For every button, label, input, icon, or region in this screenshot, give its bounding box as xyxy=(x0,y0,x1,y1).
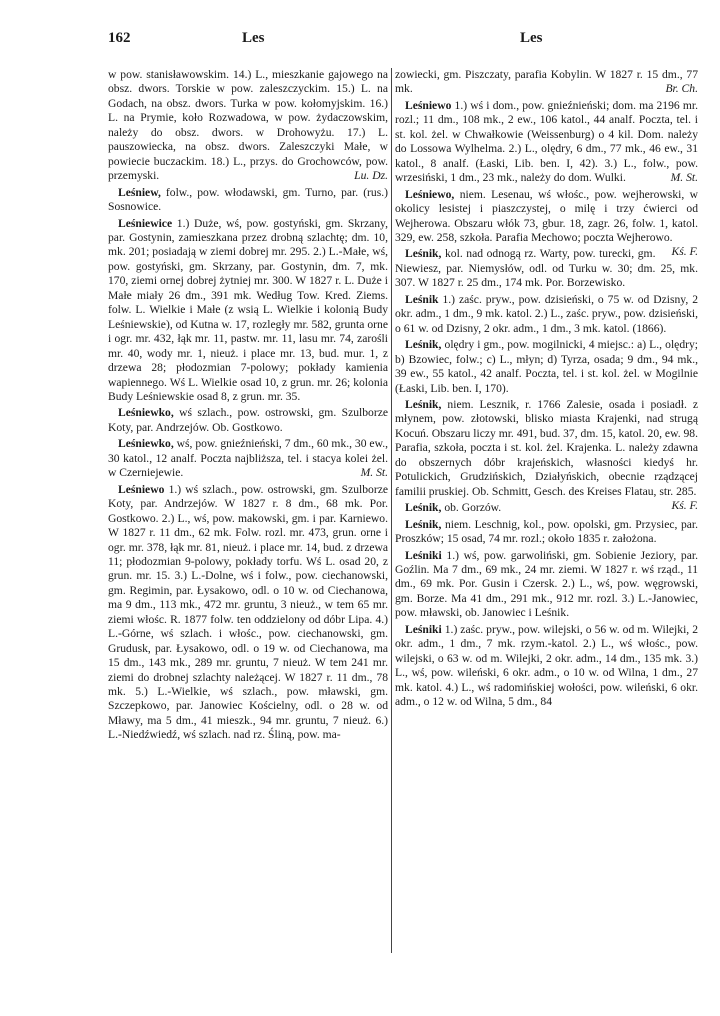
dictionary-entry xyxy=(108,437,388,480)
entry-headword: Leśnik, xyxy=(405,338,442,352)
entry-headword: Leśniki xyxy=(405,622,442,636)
dictionary-entry xyxy=(395,501,698,515)
entry-headword: Leśnik, xyxy=(405,397,442,411)
dictionary-entry xyxy=(395,247,698,290)
running-head-right: Les xyxy=(520,30,543,46)
entry-text: niem. Leschnig, kol., pow. opolski, gm. Przysiec, par. Proszków; 15 osad, 74 mr. rozl.; około 1835 r. założona. xyxy=(395,517,698,546)
entry-headword: Leśniew, xyxy=(118,185,161,199)
entry-text: 1.) wś szlach., pow. ostrowski, gm. Szulborze Koty, par. Andrzejów. W 1827 r. 8 dm., 68 mk. Por. Gostkowo. 2.) L., wś, pow. makowski, gm. i par. Karniewo. W 1827 r. 11 dm., 62 mk. Folw. rozl. mr. 473, grun. orne i ogr. mr. 378, łąk mr. 81, nieuż. i place mr. 14, bud. z drzewa 11; płodozmian 9-polowy, pokłady torfu. Wś L. osad 20, z grun. mr. 15. 3.) L.-Dolne, wś i folw., pow. ciechanowski, gm. Regimin, par. Łysakowo, odl. o 10 w. od Ciechanowa, ma 9 dm., 113 mk., 472 mr. gruntu, 3 nieuż., w tem 65 mr. ziemi włośc. R. 1877 folw. ten oddzielony od dóbr Lipa. 4.) L.-Górne, wś szlach. i włośc., pow. ciechanowski, gm. Grudusk, par. Łysakowo, odl. o 19 w. od Ciechanowa, ma 15 dm., 143 mk., 289 mr. gruntu, 7 nieuż. W tem 241 mr. ziemi do drobnej szlachty należącej. W 1827 r. 11 dm., 78 mk. 5.) L.-Wielkie, wś szlach., pow. mławski, gm. Szczepkowo, par. Janowiec Kościelny, odl. o 28 w. od Mławy, ma 5 dm., 41 mieszk., 94 mr. gruntu, 7 nieuż. 6.) L.-Niedźwiedź, wś szlach. nad rz. Śliną, pow. ma- xyxy=(108,482,388,742)
entry-text: 1.) zaśc. pryw., pow. wilejski, o 56 w. od m. Wilejki, 2 okr. adm., 1 dm., 7 mk. rzym.-katol. 2.) L., wś włośc., pow. wilejski, o 63 w. od m. Wilejki, 2 okr. adm., 14 dm., 135 mk. 3.) L., wś, pow. wileński, 6 okr. adm., o 10 w. od Wilna, 1 dm., 27 mk. katol. 4.) L., wś radomińskiej wołości, pow. wileński, 6 okr. adm., o 12 w. od Wilna, 5 dm., 84 xyxy=(395,622,698,709)
entry-headword: Leśniewo xyxy=(405,98,452,112)
dictionary-entry xyxy=(395,68,698,97)
running-head-left: Les xyxy=(242,30,265,46)
entry-headword: Leśnik, xyxy=(405,517,442,531)
entry-headword: Leśniewo, xyxy=(405,187,455,201)
entry-text: wś szlach., pow. ostrowski, gm. Szulborze Koty, par. Andrzejów. Ob. Gostkowo. xyxy=(108,406,388,434)
entry-text: kol. nad odnogą rz. Warty, pow. turecki, gm. Niewiesz, par. Niemysłów, odl. od Turku w. 30; dm. 25, mk. 307. W 1827 r. 25 dm., 174 mk. Por. Borzewisko. xyxy=(395,247,698,290)
dictionary-entry xyxy=(395,338,698,396)
dictionary-entry xyxy=(108,186,388,215)
entry-text: 1.) wś i dom., pow. gnieźnieński; dom. ma 2196 mr. rozl.; 11 dm., 108 mk., 2 ew., 106 katol., 44 analf. Poczta, tel. i st. kol. żel. w Chwałkowie (Weissenburg) o 4 kil. Dom. należy do Lossowa Wylhelma. 2.) L., olędry, 6 dm., 77 mk., 46 ew., 31 katol., 8 analf. (Łaski, Lib. ben. I, 42). 3.) L., folw., pow. wrzesiński, 1 dm., 23 mk., należy do dom. Wulki. xyxy=(395,98,698,185)
entry-headword: Leśniewko, xyxy=(118,437,174,451)
entry-text: 1.) Duże, wś, pow. gostyński, gm. Skrzany, par. Gostynin, zamieszkana przez drobną szlachtę; dm. 10, mk. 201; posiadają w ziemi dobrej mr. 295. 2.) L.-Małe, wś, pow. gostyński, gm. Skrzany, par. Gostynin, dm. 7, mk. 170, ziemi ornej dobrej żytniej mr. 300. W 1827 r. L. Duże i Małe miały 26 dm., 391 mk. Według Tow. Kred. Ziems. folw. L. Wielkie i Małe (z wsią L. Wielkie i kolonią Budy Leśniewskie), od Kutna w. 17, rozległy mr. 582, grunta orne i ogr. mr. 432, łąk mr. 11, pastw. mr. 11, lasu mr. 74, zarośli mr. 40, wody mr. 1, nieuż. i place mr. 13, bud. mur. 1, z drzewa 28; płodozmian 7-polowy; pokłady kamienia wapiennego. Wś L. Wielkie osad 10, z grun. mr. 26; kolonia Budy Leśniewskie osad 8, z grun. mr. 35. xyxy=(108,216,388,403)
entry-headword: Leśniewice xyxy=(118,216,173,230)
dictionary-entry xyxy=(395,293,698,336)
left-column xyxy=(108,68,388,745)
entry-signature: M. St. xyxy=(360,466,388,480)
entry-text: w pow. stanisławowskim. 14.) L., mieszkanie gajowego na obsz. dwors. Torskie w pow. zaleszczyckim. 15.) L. na Godach, na obsz. dwors. Turka w pow. kołomyjskim. 16.) L. na Prymie, koło Rozwadowa, w pow. żydaczowskim, należy do obsz. dwors. w Drohowyżu. 17.) L. pauszowiecka, na obsz. dwors. Zaleszczyki Małe, w powiecie buczackim. 18.) L., przys. do Grochowców, pow. przemyski. xyxy=(108,68,388,183)
entry-text: 1.) zaśc. pryw., pow. dzisieński, o 75 w. od Dzisny, 2 okr. adm., 1 dm., 9 mk. katol. 2.) L., zaśc. pryw., pow. dzisieński, o 61 w. od Dzisny, 2 okr. adm., 1 dm., 3 mk. katol. (1866). xyxy=(395,292,698,335)
entry-signature: Lu. Dz. xyxy=(354,169,388,183)
column-divider xyxy=(391,68,392,953)
dictionary-entry xyxy=(108,68,388,184)
dictionary-entry xyxy=(395,549,698,621)
dictionary-entry xyxy=(108,483,388,743)
page-header xyxy=(108,30,700,54)
dictionary-entry xyxy=(108,217,388,405)
entry-text: wś, pow. gnieźnieński, 7 dm., 60 mk., 30 ew., 30 katol., 12 analf. Poczta najbliższa, tel. i stacya kolei żel. w Czerniejewie. xyxy=(108,437,388,480)
entry-headword: Leśnik, xyxy=(405,501,442,515)
dictionary-entry xyxy=(395,99,698,186)
entry-text: niem. Lesenau, wś włośc., pow. wejherowski, w okolicy lesistej i piaszczystej, o milę i trzy ćwierci od Wejherowa. Obszaru włók 73, gbur. 18, zagr. 26, folw. 1, katol. 329, ew. 258, szkoła. Parafia Mechowo; poczta Wejherowo. xyxy=(395,187,698,244)
entry-headword: Leśnik, xyxy=(405,247,442,261)
dictionary-entry xyxy=(108,406,388,435)
dictionary-entry xyxy=(395,518,698,547)
entry-headword: Leśniewko, xyxy=(118,406,174,420)
entry-text: ob. Gorzów. xyxy=(444,501,502,515)
page-number: 162 xyxy=(108,30,131,46)
entry-signature: M. St. xyxy=(670,171,698,185)
entry-headword: Leśniewo xyxy=(118,482,165,496)
entry-headword: Leśnik xyxy=(405,292,439,306)
dictionary-entry xyxy=(395,623,698,710)
entry-text: 1.) wś, pow. garwoliński, gm. Sobienie Jeziory, par. Goźlin. Ma 7 dm., 69 mk., 24 mr. ziemi. W 1827 r. wś rząd., 11 dm., 69 mk. Por. Gusin i Czersk. 2.) L., wś, pow. węgrowski, gm. Borze. Ma 41 dm., 291 mk., 912 mr. rozl. 3.) L.-Janowiec, pow. mławski, ob. Janowiec i Leśnik. xyxy=(395,548,698,620)
entry-text: zowiecki, gm. Piszczaty, parafia Kobylin. W 1827 r. 15 dm., 77 mk. xyxy=(395,68,698,96)
entry-signature: Kś. F. xyxy=(671,499,698,513)
entry-signature: Br. Ch. xyxy=(665,82,698,96)
right-column xyxy=(395,68,698,711)
entry-text: niem. Lesznik, r. 1766 Zalesie, osada i posiadł. z młynem, pow. złotowski, blisko miasta Krajenki, nad strugą Kocuń. Obszaru liczy mr. 491, bud. 37, dm. 15, katol. 20, ew. 98. Parafia, szkoła, poczta i st. kol. żel. Krajenka. L. należy zdawna do obszernych dóbr krajeńskich, własności kiedyś hr. Potulickich, Grudzińskich, Działyńskich, obecnie rządzącej familii pruskiej. Ob. Schmitt, Gesch. des Kreises Flatau, str. 285. xyxy=(395,397,698,498)
entry-signature: Kś. F. xyxy=(671,245,698,259)
entry-headword: Leśniki xyxy=(405,548,442,562)
entry-text: folw., pow. włodawski, gm. Turno, par. (rus.) Sosnowice. xyxy=(108,185,388,214)
entry-text: olędry i gm., pow. mogilnicki, 4 miejsc.: a) L., olędry; b) Bzowiec, folw.; c) L., młyn; d) Tyrza, osada; 9 dm., 94 mk., 39 ew., 55 katol., 42 analf. Poczta, tel. i st. kol. żel. w Mogilnie (Łaski, Lib. ben. I, 170). xyxy=(395,338,698,395)
